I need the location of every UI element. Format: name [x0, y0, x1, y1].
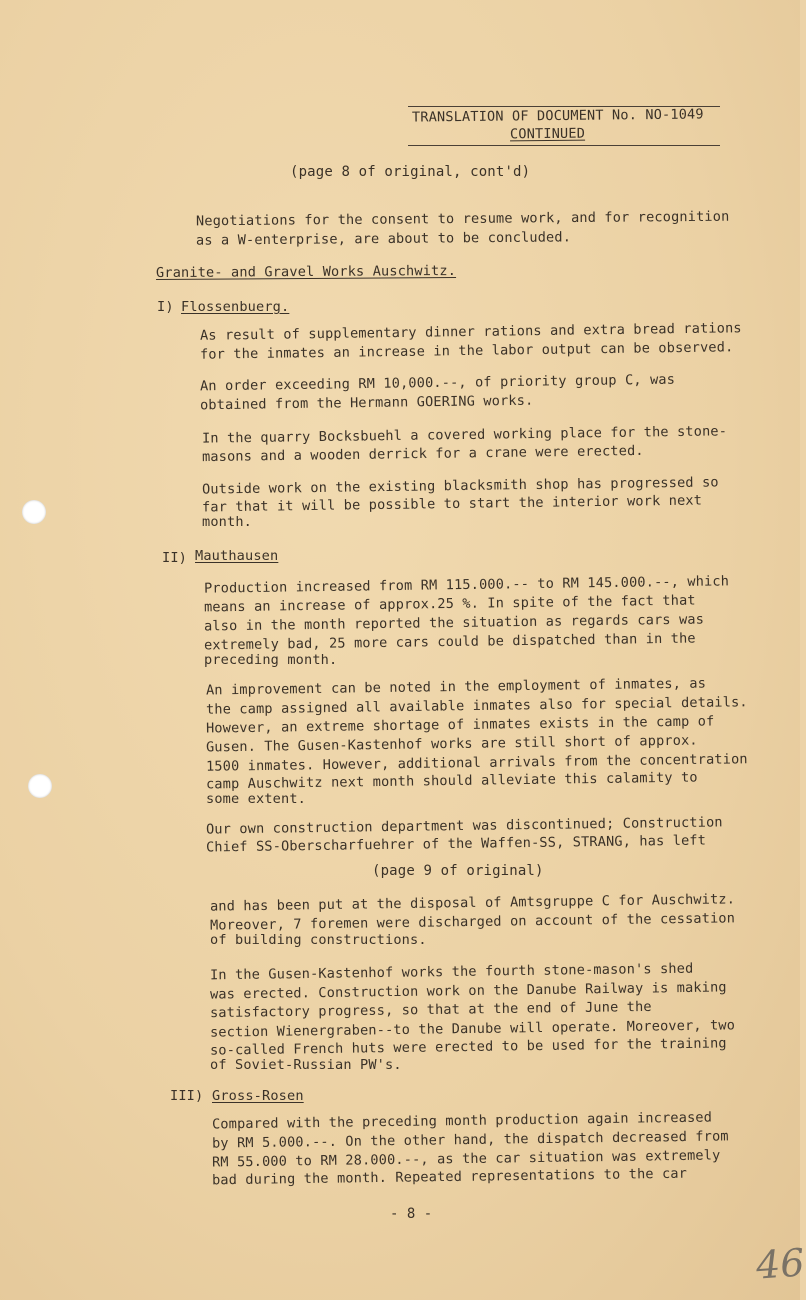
flossenbuerg-p4-line-3: month.	[202, 514, 253, 530]
flossenbuerg-p1-line-1: As result of supplementary dinner rations and extra bread rations	[199, 320, 742, 344]
mauthausen-p2-line-2: the camp assigned all available inmates also for special details.	[205, 694, 748, 718]
punch-hole-top	[22, 500, 46, 524]
mauthausen-p5-line-3: satisfactory progress, so that at the end of June the	[209, 998, 652, 1022]
numeral-i: I)	[157, 299, 174, 315]
mauthausen-p2-line-4: Gusen. The Gusen-Kastenhof works are still short of approx.	[205, 732, 698, 756]
mauthausen-p2-line-7: some extent.	[206, 791, 307, 807]
mauthausen-p4-line-2: Moreover, 7 foremen were discharged on account of the cessation	[209, 910, 736, 934]
intro-line-2: as a W-enterprise, are about to be concluded.	[195, 229, 572, 249]
gross-rosen-p1-line-2: by RM 5.000.--. On the other hand, the dispatch decreased from	[211, 1128, 729, 1152]
intro-line-1: Negotiations for the consent to resume work, and for recognition	[195, 208, 730, 230]
mauthausen-p1-line-1: Production increased from RM 115.000.-- to RM 145.000.--, which	[203, 573, 730, 597]
flossenbuerg-p2-line-1: An order exceeding RM 10,000.--, of priority group C, was	[199, 371, 676, 395]
mauthausen-p2-line-6: camp Auschwitz next month should alleviate this calamity to	[205, 769, 698, 793]
mauthausen-p1-line-3: also in the month reported the situation as regards cars was	[203, 611, 705, 635]
mauthausen-p5-line-4: section Wienergraben--to the Danube will operate. Moreover, two	[209, 1017, 736, 1041]
mauthausen-p5-line-5: so-called French huts were erected to be used for the training	[209, 1035, 727, 1059]
mauthausen-p5-line-1: In the Gusen-Kastenhof works the fourth stone-mason's shed	[209, 960, 694, 984]
gross-rosen-p1-line-4: bad during the month. Repeated representations to the car	[211, 1165, 688, 1189]
header-rule-bottom	[408, 145, 720, 146]
punch-hole-bottom	[28, 774, 52, 798]
section-heading: Granite- and Gravel Works Auschwitz.	[155, 262, 457, 282]
handwritten-page-mark: 46	[754, 1240, 806, 1288]
flossenbuerg-p4-line-1: Outside work on the existing blacksmith shop has progressed so	[201, 474, 719, 498]
heading-mauthausen: Mauthausen	[195, 548, 279, 564]
mauthausen-p1-line-5: preceding month.	[204, 652, 338, 668]
flossenbuerg-p2-line-2: obtained from the Hermann GOERING works.	[199, 392, 534, 414]
page-reference-top: (page 8 of original, cont'd)	[290, 164, 531, 180]
mauthausen-p4-line-3: of building constructions.	[210, 932, 427, 948]
mauthausen-p2-line-1: An improvement can be noted in the employment of inmates, as	[205, 675, 707, 699]
mauthausen-p3-line-1: Our own construction department was discontinued; Construction	[205, 814, 723, 838]
document-title: TRANSLATION OF DOCUMENT No. NO-1049	[411, 106, 704, 126]
mauthausen-p5-line-2: was erected. Construction work on the Danube Railway is making	[209, 979, 727, 1003]
gross-rosen-p1-line-3: RM 55.000 to RM 28.000.--, as the car situation was extremely	[211, 1147, 721, 1171]
flossenbuerg-p3-line-1: In the quarry Bocksbuehl a covered working place for the stone-	[201, 423, 728, 447]
flossenbuerg-p4-line-2: far that it will be possible to start the interior work next	[201, 492, 703, 516]
heading-flossenbuerg: Flossenbuerg.	[181, 299, 290, 315]
gross-rosen-p1-line-1: Compared with the preceding month production again increased	[211, 1109, 713, 1133]
mauthausen-p2-line-5: 1500 inmates. However, additional arrivals from the concentration	[205, 751, 748, 775]
mauthausen-p5-line-6: of Soviet-Russian PW's.	[210, 1057, 402, 1073]
heading-gross-rosen: Gross-Rosen	[212, 1088, 304, 1104]
mauthausen-p3-line-2: Chief SS-Oberscharfuehrer of the Waffen-SS, STRANG, has left	[205, 832, 707, 856]
mauthausen-p4-line-1: and has been put at the disposal of Amtsgruppe C for Auschwitz.	[209, 891, 736, 915]
mauthausen-p1-line-2: means an increase of approx.25 %. In spite of the fact that	[203, 592, 696, 616]
page-reference-middle: (page 9 of original)	[372, 863, 544, 879]
numeral-ii: II)	[162, 550, 188, 566]
mauthausen-p2-line-3: However, an extreme shortage of inmates exists in the camp of	[205, 713, 715, 737]
mauthausen-p1-line-4: extremely bad, 25 more cars could be dispatched than in the	[203, 630, 696, 654]
page-number: - 8 -	[390, 1206, 433, 1222]
flossenbuerg-p3-line-2: masons and a wooden derrick for a crane were erected.	[201, 442, 644, 466]
flossenbuerg-p1-line-2: for the inmates an increase in the labor output can be observed.	[199, 339, 734, 363]
document-subtitle: CONTINUED	[509, 125, 586, 143]
numeral-iii: III)	[170, 1088, 204, 1104]
